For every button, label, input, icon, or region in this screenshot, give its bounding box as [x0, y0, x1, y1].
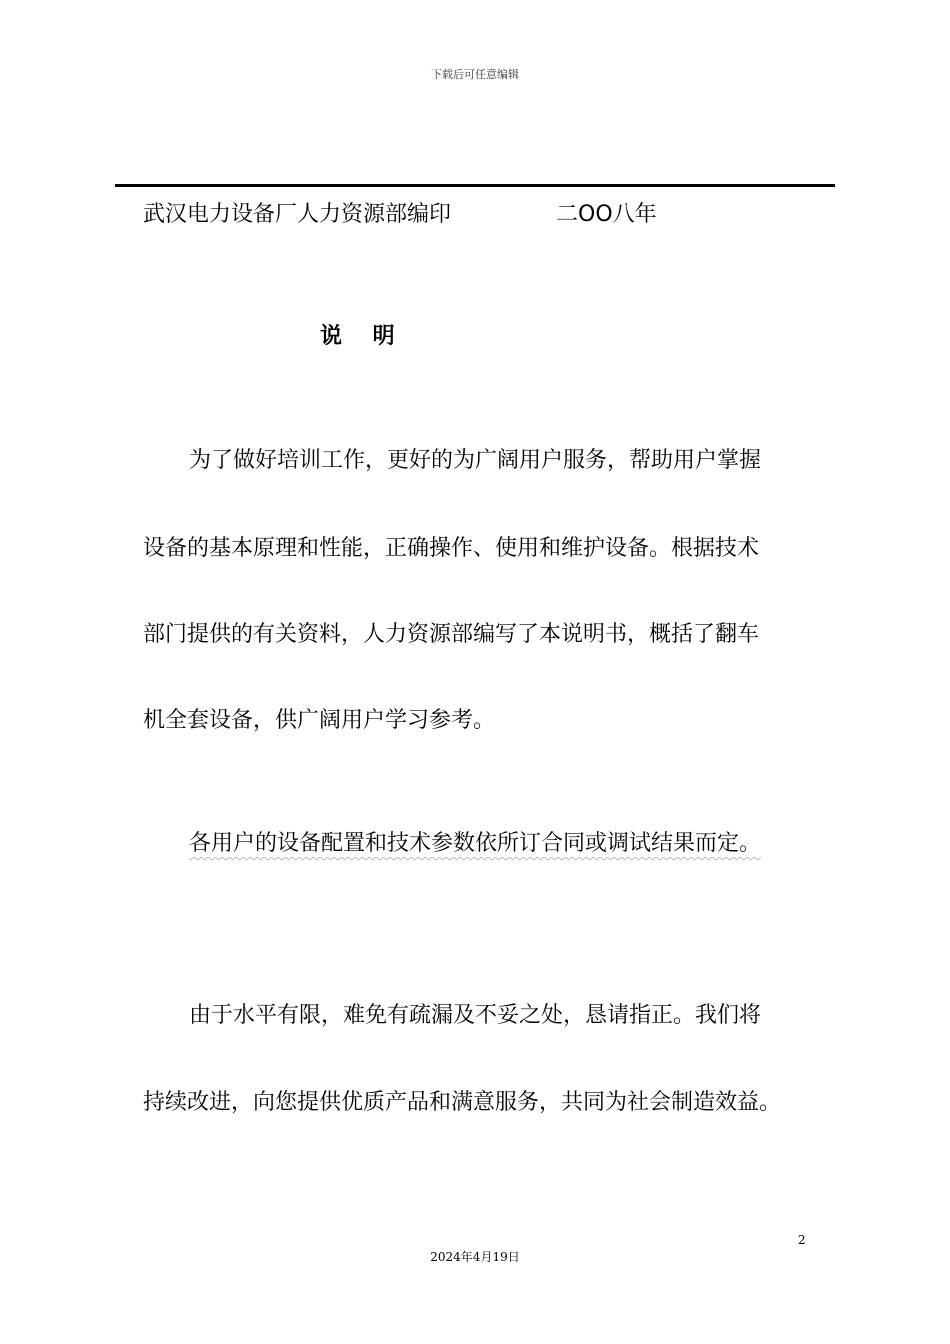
page-number: 2 [798, 1233, 806, 1247]
header-note: 下载后可任意编辑 [431, 68, 519, 81]
publisher-line: 武汉电力设备厂人力资源部编印 [143, 202, 452, 227]
section-title: 说 明 [320, 324, 395, 349]
paragraph-2-line-1: 各用户的设备配置和技术参数依所订合同或调试结果而定。 [189, 831, 762, 856]
paragraph-1-line-4: 机全套设备，供广阔用户学习参考。 [143, 708, 496, 733]
paragraph-3-line-2: 持续改进，向您提供优质产品和满意服务，共同为社会制造效益。 [143, 1090, 782, 1115]
publish-year: 二OO八年 [556, 202, 657, 227]
horizontal-rule [115, 184, 835, 187]
paragraph-3-line-1: 由于水平有限，难免有疏漏及不妥之处，恳请指正。我们将 [189, 1003, 762, 1028]
paragraph-1-line-2: 设备的基本原理和性能，正确操作、使用和维护设备。根据技术 [143, 536, 760, 561]
paragraph-1-line-1: 为了做好培训工作，更好的为广阔用户服务，帮助用户掌握 [189, 448, 762, 473]
paragraph-1-line-3: 部门提供的有关资料，人力资源部编写了本说明书，概括了翻车 [143, 622, 760, 647]
footer-date: 2024年4月19日 [430, 1250, 520, 1264]
